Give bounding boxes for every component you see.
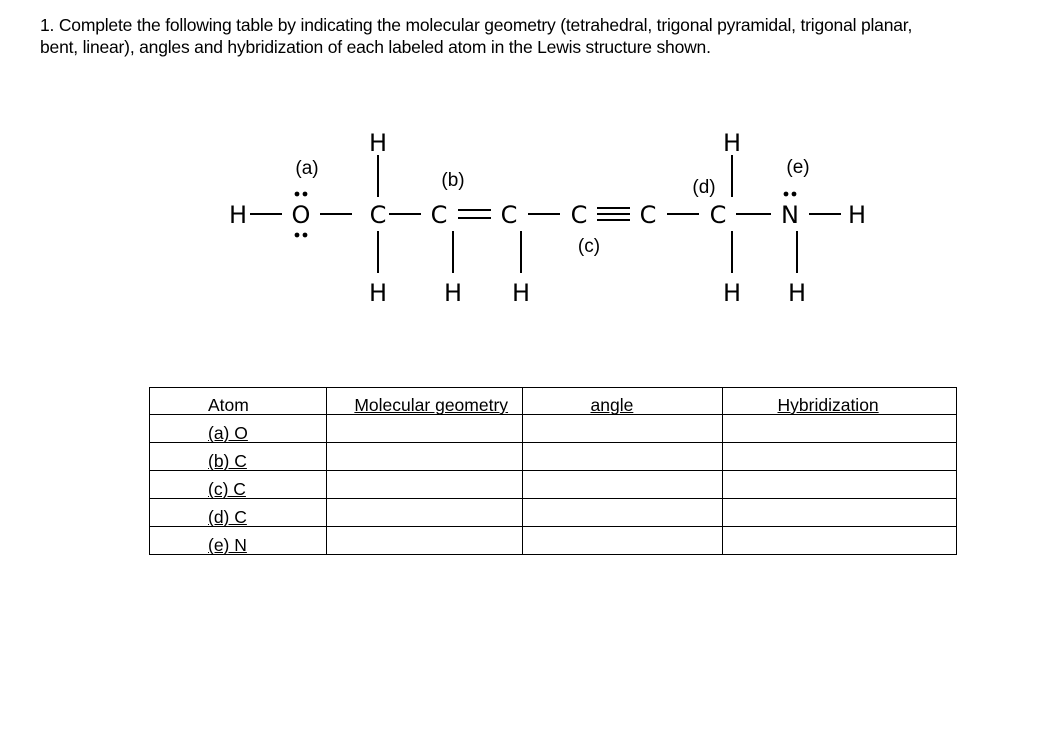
atom-h-c6-top: H [722,129,742,157]
label-e: (e) [786,157,810,178]
table-row [150,499,957,527]
cell-geometry[interactable] [327,527,522,555]
header-atom: Atom [150,388,327,415]
bonds [250,155,841,273]
cell-geometry[interactable] [327,443,522,471]
cell-atom: (c) C [150,471,327,499]
atom-h-c1-bottom: H [368,279,388,307]
header-angle: angle [522,388,722,415]
atom-h-left: H [228,201,248,229]
cell-atom: (a) O [150,415,327,443]
cell-hybridization[interactable] [722,443,957,471]
label-d: (d) [692,177,716,198]
cell-angle[interactable] [522,527,722,555]
atom-c6: C [709,201,727,229]
table-row [150,443,957,471]
question-line-2: bent, linear), angles and hybridization of each labeled atom in the Lewis structure shown. [40,37,711,57]
atom-c1: C [369,201,387,229]
cell-hybridization[interactable] [722,499,957,527]
atom-o: O [291,201,311,229]
atom-h-right: H [847,201,867,229]
question-line-1: 1. Complete the following table by indicating the molecular geometry (tetrahedral, trigonal pyramidal, trigonal planar, [40,15,913,35]
atom-c3: C [500,201,518,229]
cell-hybridization[interactable] [722,471,957,499]
atom-n: N [781,201,799,229]
lone-pair-o-bottom-1 [295,233,300,238]
atom-h-c6-bottom: H [722,279,742,307]
answer-table [149,387,957,555]
header-hybridization: Hybridization [722,388,957,415]
question-text [40,14,1055,58]
table-row [150,471,957,499]
label-a: (a) [295,158,319,179]
atom-h-n-bottom: H [787,279,807,307]
lone-pair-o-top-1 [295,192,300,197]
lone-pair-o-bottom-2 [303,233,308,238]
table-header-row [150,388,957,415]
cell-geometry[interactable] [327,499,522,527]
lewis-structure-diagram [0,110,1062,320]
table-row [150,415,957,443]
cell-angle[interactable] [522,471,722,499]
cell-angle[interactable] [522,443,722,471]
atom-c5: C [639,201,657,229]
cell-atom: (d) C [150,499,327,527]
cell-geometry[interactable] [327,415,522,443]
atom-h-c1-top: H [368,129,388,157]
lewis-structure [0,110,1062,320]
cell-angle[interactable] [522,415,722,443]
label-c: (c) [577,236,601,257]
atom-c2: C [430,201,448,229]
atom-h-c2-bottom: H [443,279,463,307]
cell-hybridization[interactable] [722,527,957,555]
atom-h-c3-bottom: H [511,279,531,307]
table-row [150,527,957,555]
cell-angle[interactable] [522,499,722,527]
atoms [229,129,866,307]
lone-pair-n-1 [784,192,789,197]
label-b: (b) [441,170,465,191]
cell-hybridization[interactable] [722,415,957,443]
lone-pair-n-2 [792,192,797,197]
cell-atom: (b) C [150,443,327,471]
lone-pair-o-top-2 [303,192,308,197]
header-molecular-geometry: Molecular geometry [327,388,522,415]
cell-geometry[interactable] [327,471,522,499]
atom-c4: C [570,201,588,229]
cell-atom: (e) N [150,527,327,555]
